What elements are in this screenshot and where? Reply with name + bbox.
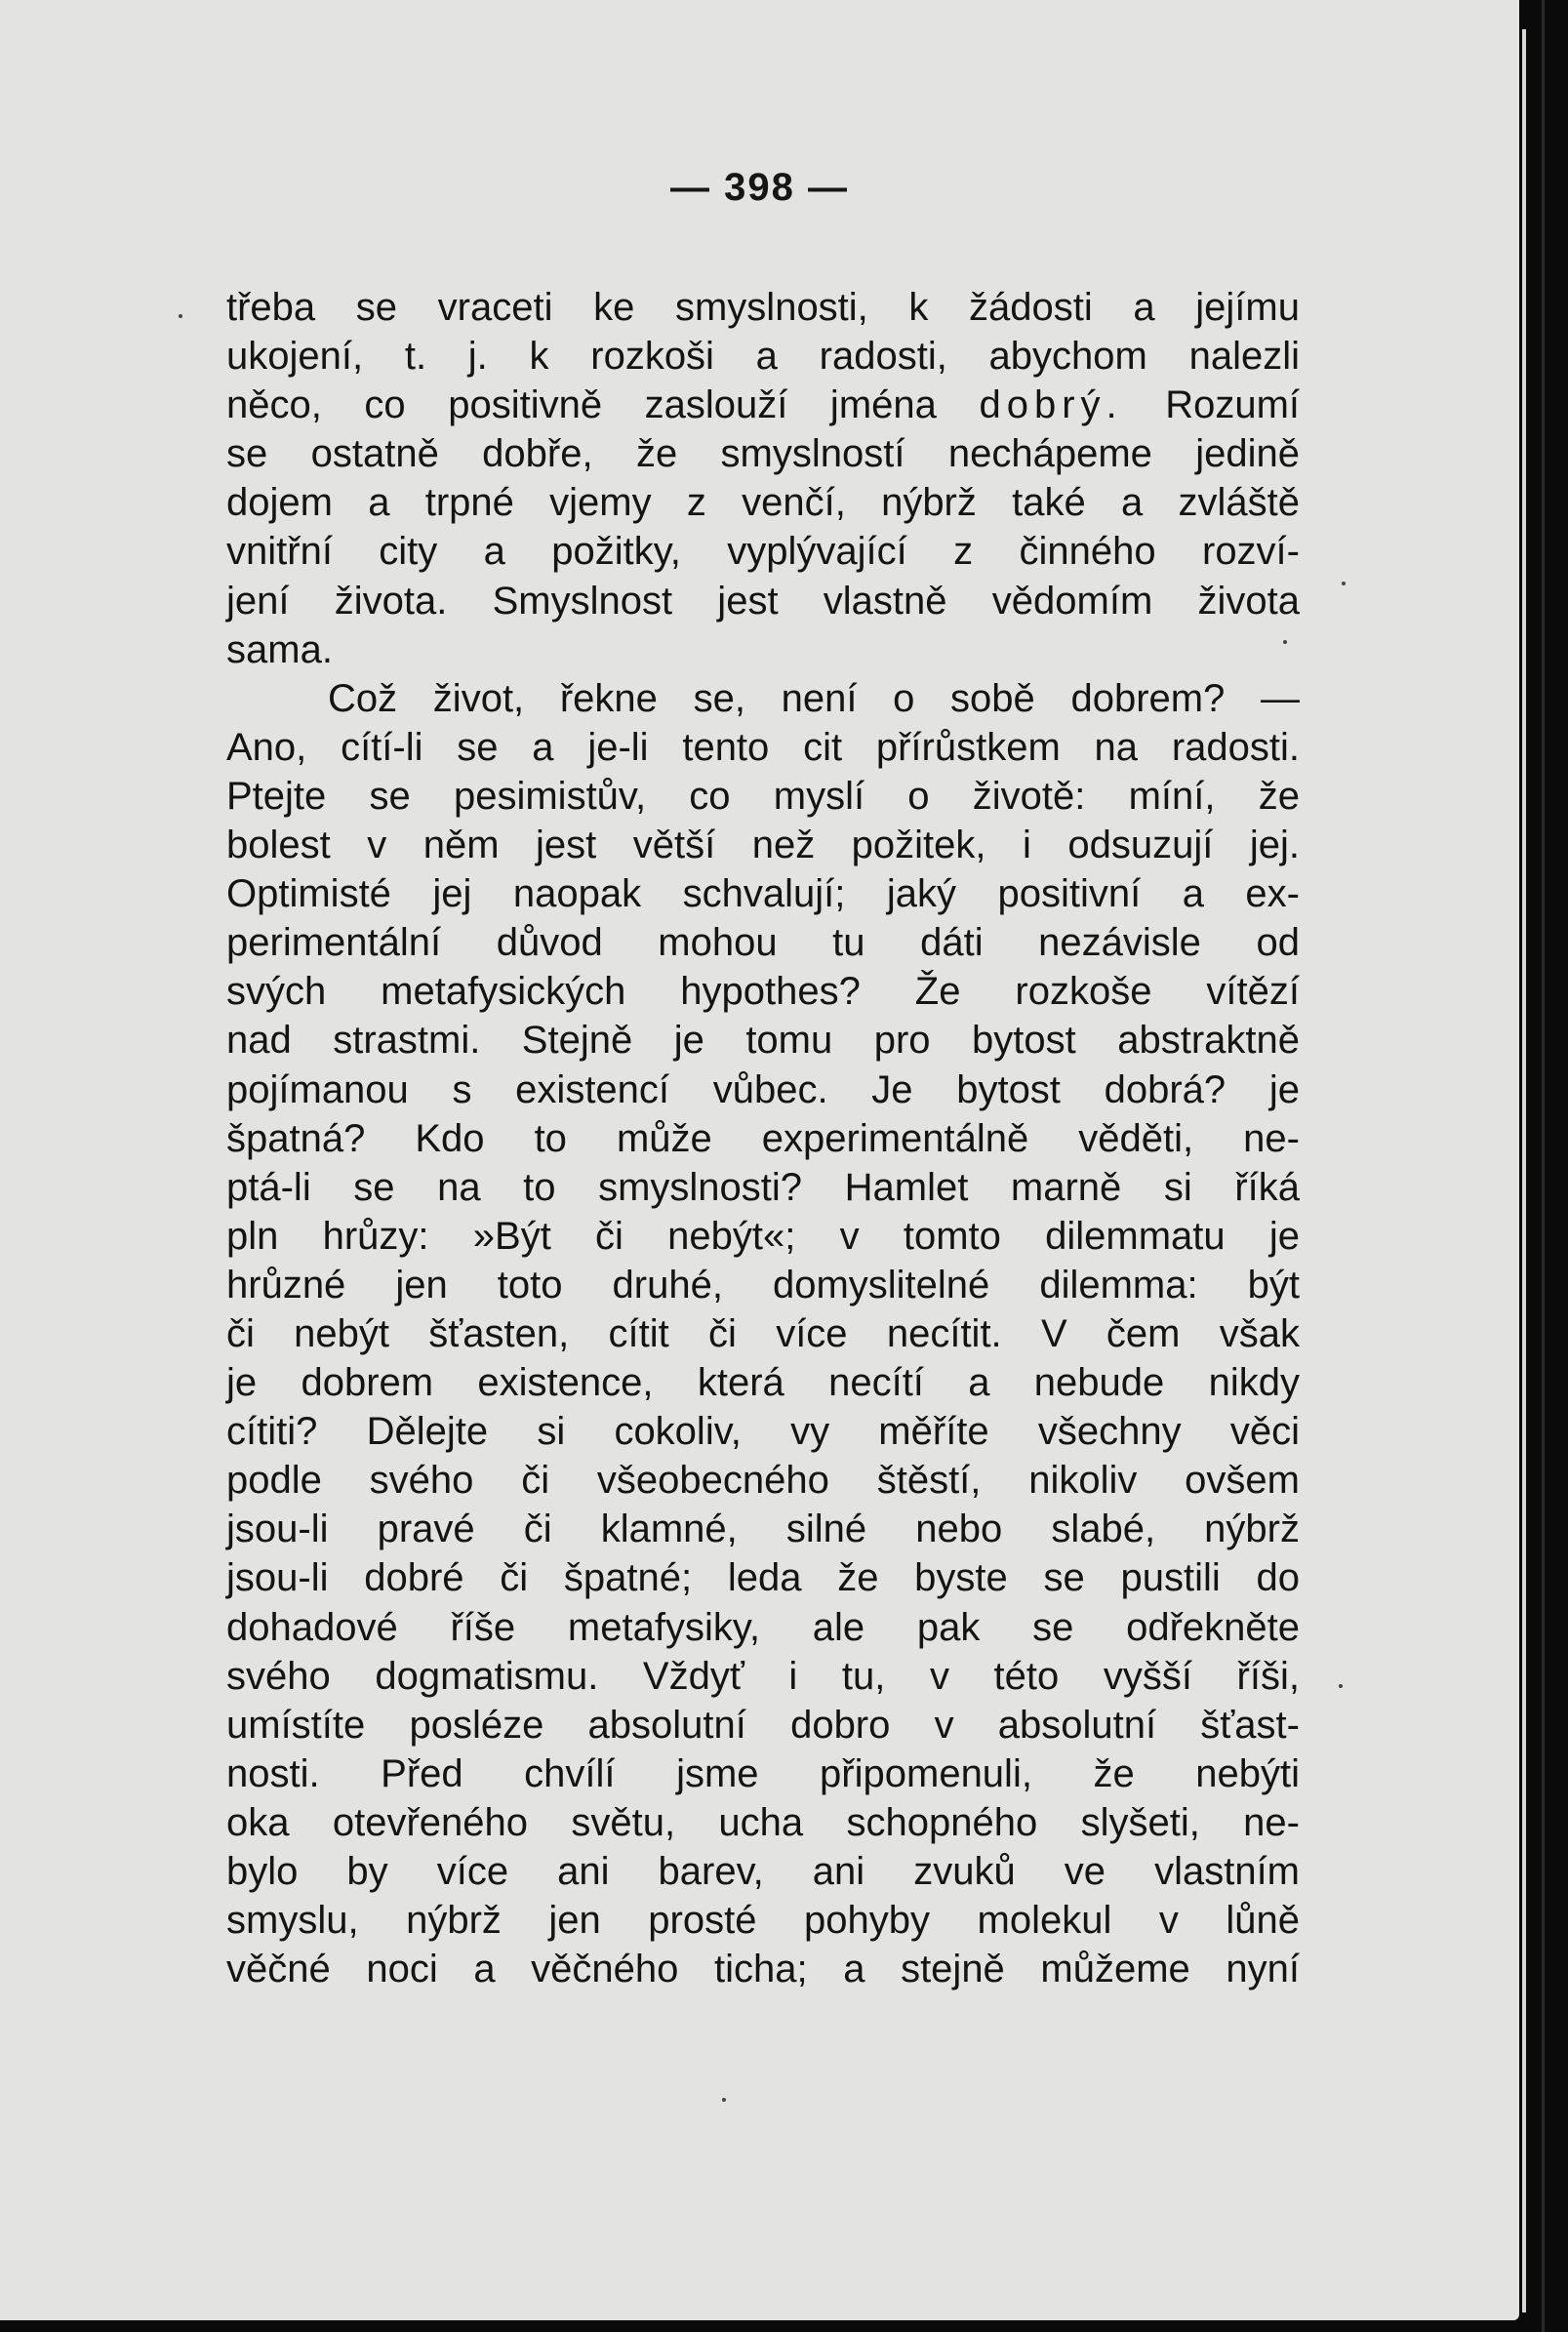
text-line: perimentální důvod mohou tu dáti nezávisle od (226, 921, 1300, 965)
text-line: nosti. Před chvílí jsme připomenuli, že nebýti (226, 1751, 1300, 1795)
text-line: pln hrůzy: »Být či nebýt«; v tomto dilemmatu je (226, 1214, 1300, 1258)
text-line: svých metafysických hypothes? Že rozkoše vítězí (226, 970, 1300, 1014)
text-line: ptá-li se na to smyslnosti? Hamlet marně si říká (226, 1165, 1300, 1209)
text-line: Optimisté jej naopak schvalují; jaký positivní a ex- (226, 872, 1300, 916)
scan-speck (722, 2098, 726, 2102)
body-text (226, 283, 1300, 1993)
page-number: — 398 — (670, 166, 849, 209)
text-line: Ptejte se pesimistův, co myslí o životě: míní, že (226, 774, 1300, 818)
text-line: se ostatně dobře, že smyslností nechápeme jedině (226, 432, 1300, 476)
text-line: Což život, řekne se, není o sobě dobrem? — (328, 676, 1300, 720)
text-line: špatná? Kdo to může experimentálně věděti, ne- (226, 1116, 1300, 1160)
text-line: cítiti? Dělejte si cokoliv, vy měříte všechny věci (226, 1410, 1300, 1454)
text-line: věčné noci a věčného ticha; a stejně můžeme nyní (226, 1948, 1300, 1991)
scan-speck (1283, 640, 1287, 644)
text-line: nad strastmi. Stejně je tomu pro bytost abstraktně (226, 1019, 1300, 1063)
scan-speck (179, 314, 182, 318)
text-line: jsou-li pravé či klamné, silné nebo slabé, nýbrž (226, 1508, 1300, 1551)
scan-speck (1339, 1684, 1343, 1688)
text-line: či nebýt šťasten, cítit či více necítit. V čem však (226, 1311, 1300, 1355)
text-line: umístíte posléze absolutní dobro v absolutní šťast- (226, 1703, 1300, 1747)
scan-speck (1342, 582, 1346, 585)
emphasized-word: dobrý. (979, 383, 1123, 427)
text-line: pojímanou s existencí vůbec. Je bytost dobrá? je (226, 1067, 1300, 1111)
text-line: podle svého či všeobecného štěstí, nikoliv ovšem (226, 1459, 1300, 1503)
page-edge-shadow (1522, 29, 1526, 2312)
text-line: je dobrem existence, která necítí a nebude nikdy (226, 1361, 1300, 1405)
text-line: jení života. Smyslnost jest vlastně vědomím života (226, 579, 1300, 623)
text-line: jsou-li dobré či špatné; leda že byste se pustili do (226, 1556, 1300, 1600)
text-line: třeba se vraceti ke smyslnosti, k žádosti a jejímu (226, 286, 1300, 329)
text-line: sama. (226, 627, 333, 671)
text-line: dojem a trpné vjemy z venčí, nýbrž také a zvláště (226, 481, 1300, 525)
text-line: hrůzné jen toto druhé, domyslitelné dilemma: být (226, 1263, 1300, 1307)
text-line: vnitřní city a požitky, vyplývající z činného rozví- (226, 530, 1300, 574)
text-line-with-emphasis (226, 381, 1300, 429)
text-line: Ano, cítí-li se a je-li tento cit přírůstkem na radosti. (226, 725, 1300, 769)
text-line-segment: Rozumí (1165, 383, 1300, 427)
text-line: bylo by více ani barev, ani zvuků ve vlastním (226, 1850, 1300, 1893)
text-line: oka otevřeného světu, ucha schopného slyšeti, ne- (226, 1800, 1300, 1844)
text-line: ukojení, t. j. k rozkoši a radosti, abychom nalezli (226, 335, 1300, 379)
text-line-segment: něco, co positivně zaslouží jména (226, 383, 937, 427)
text-line: smyslu, nýbrž jen prosté pohyby molekul v lůně (226, 1899, 1300, 1943)
text-line: svého dogmatismu. Vždyť i tu, v této vyšší říši, (226, 1654, 1300, 1698)
text-line: dohadové říše metafysiky, ale pak se odřekněte (226, 1605, 1300, 1649)
scan-border-line (1542, 0, 1545, 2332)
text-line: bolest v něm jest větší než požitek, i odsuzují jej. (226, 824, 1300, 867)
